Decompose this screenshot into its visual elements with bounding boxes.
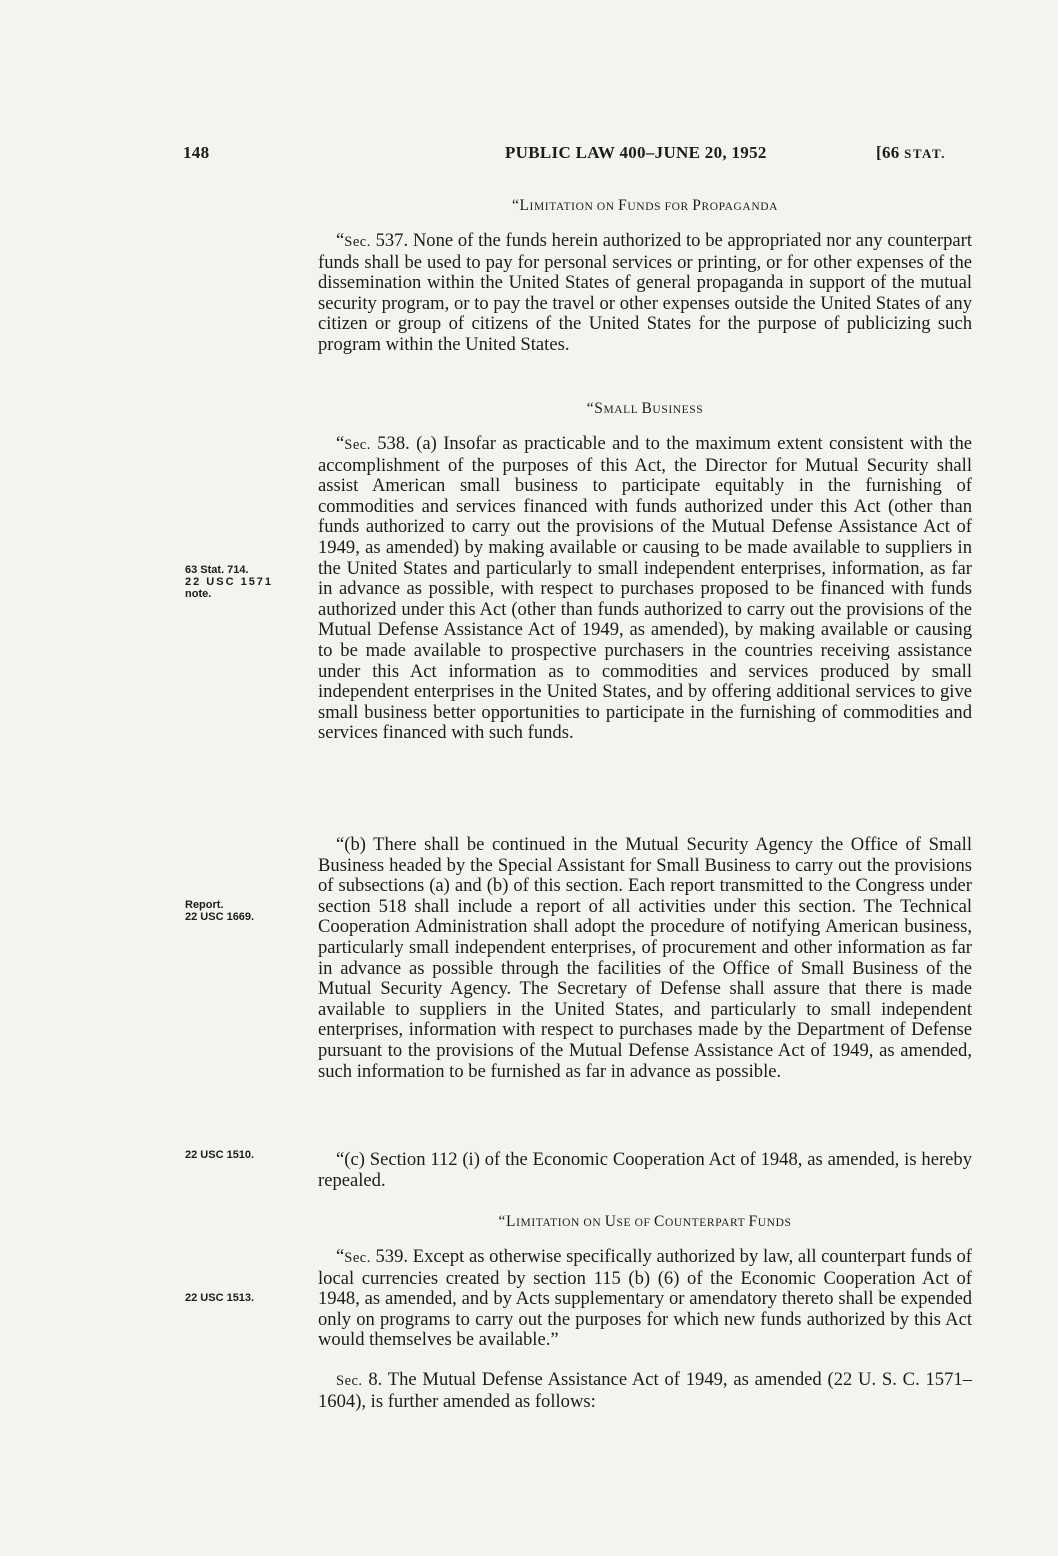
margin-note-report: Report. 22 USC 1669. xyxy=(185,899,255,923)
section-8: Sec. 8. The Mutual Defense Assistance Act of 1949, as amended (22 U. S. C. 1571–1604), is further amended as follows: xyxy=(318,1369,972,1412)
section-538-a: “Sec. 538. (a) Insofar as practicable and to the maximum extent consistent with the accomplishment of the purposes of this Act, the Director for Mutual Security shall assist American small business to participate equitably in the furnishing of commodities and services financed with funds authorized under this Act (other than funds authorized to carry out the provisions of the Mutual Defense Assistance Act of 1949, as amended) by making available or causing to be made available to suppliers in the United States and particularly to small independent enterprises, information, as far in advance as possible, with respect to purchases proposed to be financed with funds authorized under this Act (other than funds authorized to carry out the provisions of the Mutual Defense Assistance Act of 1949, as amended), by making available or causing to be made available to prospective purchasers in the countries receiving assistance under this Act information as to commodities and services produced by small independent enterprises in the United States, and by offering additional services to give small business better opportunities to participate in the furnishing of commodities and services financed with such funds. xyxy=(318,433,972,744)
margin-note-usc-1510: 22 USC 1510. xyxy=(185,1149,255,1161)
statute-reference: [66 STAT. xyxy=(876,143,946,162)
section-539: “Sec. 539. Except as otherwise specifically authorized by law, all counterpart funds of local currencies created by section 115 (b) (6) of the Economic Cooperation Act of 1948, as amended, and by Acts supplementary or amendatory thereto shall be expended only on programs to carry out the purposes for which new funds authorized by this Act would themselves be available.” xyxy=(318,1246,972,1351)
heading-propaganda: “LIMITATION ON FUNDS FOR PROPAGANDA xyxy=(511,197,779,214)
margin-note-usc-1513: 22 USC 1513. xyxy=(185,1292,255,1304)
heading-small-business: “SMALL BUSINESS xyxy=(586,400,704,417)
page-number: 148 xyxy=(183,143,210,162)
margin-note-stat-714: 63 Stat. 714. 22 USC 1571 note. xyxy=(185,564,274,600)
section-538-c: “(c) Section 112 (i) of the Economic Cooperation Act of 1948, as amended, is hereby repealed. xyxy=(318,1149,972,1191)
section-537: “Sec. 537. None of the funds herein authorized to be appropriated nor any counterpart funds shall be used to pay for personal services or printing, or for other expenses of the dissemination within the United States of general propaganda in support of the mutual security program, or to pay the travel or other expenses outside the United States of any citizen or group of citizens of the United States for the purpose of publicizing such program within the United States. xyxy=(318,230,972,355)
heading-counterpart-funds: “LIMITATION ON USE OF COUNTERPART FUNDS xyxy=(498,1213,792,1230)
section-538-b: “(b) There shall be continued in the Mutual Security Agency the Office of Small Business headed by the Special Assistant for Small Business to carry out the provisions of subsections (a) and (b) of this section. Each report transmitted to the Congress under section 518 shall include a report of all activities under this section. The Technical Cooperation Administration shall adopt the procedure of notifying American business, particularly small independent enterprises, of procurement and other information as far in advance as possible through the facilities of the Office of Small Business of the Mutual Security Agency. The Secretary of Defense shall assure that there is made available to suppliers in the United States, and particularly to small independent enterprises, information with respect to purchases made by the Department of Defense pursuant to the provisions of the Mutual Defense Assistance Act of 1949, as amended, such information to be furnished as far in advance as possible. xyxy=(318,834,972,1082)
running-title: PUBLIC LAW 400–JUNE 20, 1952 xyxy=(505,143,767,162)
